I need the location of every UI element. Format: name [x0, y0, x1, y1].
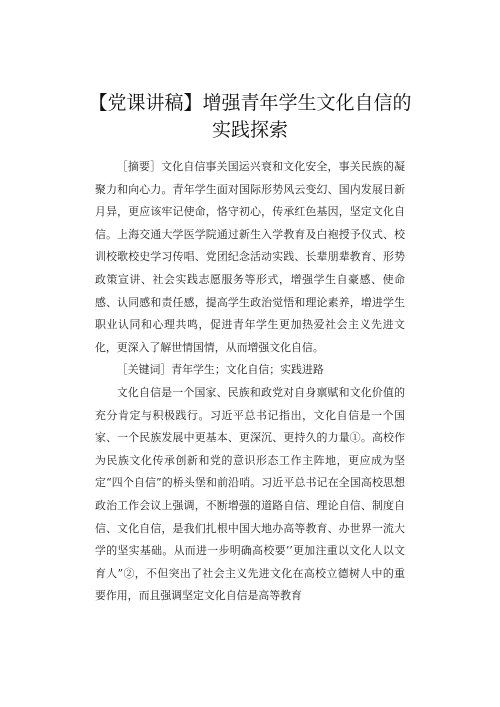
- page-title: 【党课讲稿】增强青年学生文化自信的实践探索: [88, 92, 412, 141]
- keywords-paragraph: ［关键词］青年学生；文化自信；实践进路: [116, 363, 324, 377]
- document-body: [95, 156, 405, 608]
- body-paragraph: 文化自信是一个国家、民族和政党对自身禀赋和文化价值的充分肯定与积极践行。习近平总书记指出，文化自信是一个国家、一个民族发展中更基本、更深沉、更持久的力量①。高校作为民族文化传承创新和党的意识形态工作主阵地，更应成为坚定“四个自信”的桥头堡和前沿哨。习近平总书记在全国高校思想政治工作会议上强调，不断增强的道路自信、理论自信、制度自信、文化自信，是我们扎根中国大地办高等教育、办世界一流大学的坚实基础。从而进一步明确高校要’’更加注重以文化人以文育人”②，不但突出了社会主义先进文化在高校立德树人中的重要作用，而且强调坚定文化自信是高等教育: [95, 385, 405, 603]
- abstract-paragraph: ［摘要］文化自信事关国运兴衰和文化安全，事关民族的凝聚力和向心力。青年学生面对国际形势风云变幻、国内发展日新月异，更应该牢记使命，恪守初心，传承红色基因，坚定文化自信。上海交通大学医学院通过新生入学教育及白袍授予仪式、校训校歌校史学习传唱、党团纪念活动实践、长辈朋辈教育、形势政策宣讲、社会实践志愿服务等形式，增强学生自豪感、使命感、认同感和责任感，提高学生政治觉悟和理论素养，增进学生职业认同和心理共鸣，促进青年学生更加热爱社会主义先进文化，更深入了解世情国情，从而增强文化自信。: [95, 160, 405, 354]
